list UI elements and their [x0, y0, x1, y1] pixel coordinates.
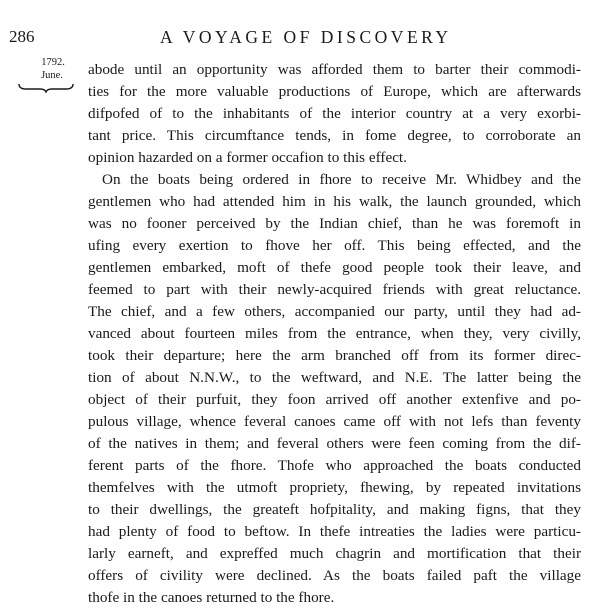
text-line: difpofed of to the inhabitants of the interior country at a very exorbi- [88, 105, 581, 122]
margin-date-note [22, 56, 84, 82]
text-line: ufing every exertion to fhove her off. This being effected, and the [88, 237, 581, 254]
body-text [88, 59, 581, 609]
text-line: tion of about N.N.W., to the weftward, and N.E. The latter being the [88, 369, 581, 386]
text-line: ties for the more valuable productions of Europe, which are afterwards [88, 83, 581, 100]
text-line: offers of civility were declined. As the boats failed paft the village [88, 567, 581, 584]
text-line: to their dwellings, the greateft hofpitality, and making figns, that they [88, 501, 581, 518]
text-line: took their departure; here the arm branched off from its former direc- [88, 347, 581, 364]
text-line: thofe in the canoes returned to the fhore. [88, 589, 335, 606]
text-line: object of their purfuit, they foon arrived off another extenfive and po- [88, 391, 581, 408]
text-line: The chief, and a few others, accompanied our party, until they had ad- [88, 303, 581, 320]
text-line: abode until an opportunity was afforded them to barter their commodi- [88, 61, 581, 78]
text-line: feemed to part with their newly-acquired friends with great reluctance. [88, 281, 581, 298]
text-line: vanced about fourteen miles from the entrance, when they, very civilly, [88, 325, 581, 342]
running-head: A VOYAGE OF DISCOVERY [160, 27, 452, 47]
text-line: of the natives in them; and feveral others were feen coming from the dif- [88, 435, 581, 452]
text-line: On the boats being ordered in fhore to receive Mr. Whidbey and the [102, 171, 581, 188]
margin-year: 1792. [41, 57, 65, 68]
text-line: had plenty of food to beftow. In thefe intreaties the ladies were particu- [88, 523, 581, 540]
text-line: opinion hazarded on a former occafion to this effect. [88, 149, 407, 166]
text-line: was no fooner perceived by the Indian chief, than he was foremoft in [88, 215, 581, 232]
text-line: gentlemen who had attended him in his walk, the launch grounded, which [88, 193, 581, 210]
text-line: gentlemen embarked, moft of thefe good people took their leave, and [88, 259, 581, 276]
text-line: ferent parts of the fhore. Thofe who approached the boats conducted [88, 457, 581, 474]
text-line: larly earneft, and expreffed much chagrin and mortification that their [88, 545, 581, 562]
text-line: pulous village, whence feveral canoes came off with not lefs than feventy [88, 413, 581, 430]
margin-month: June. [41, 70, 63, 81]
page-number: 286 [9, 27, 35, 46]
margin-brace-icon [18, 83, 74, 93]
text-line: themfelves with the utmoft propriety, fhewing, by repeated invitations [88, 479, 581, 496]
text-line: tant price. This circumftance tends, in fome degree, to corroborate an [88, 127, 581, 144]
